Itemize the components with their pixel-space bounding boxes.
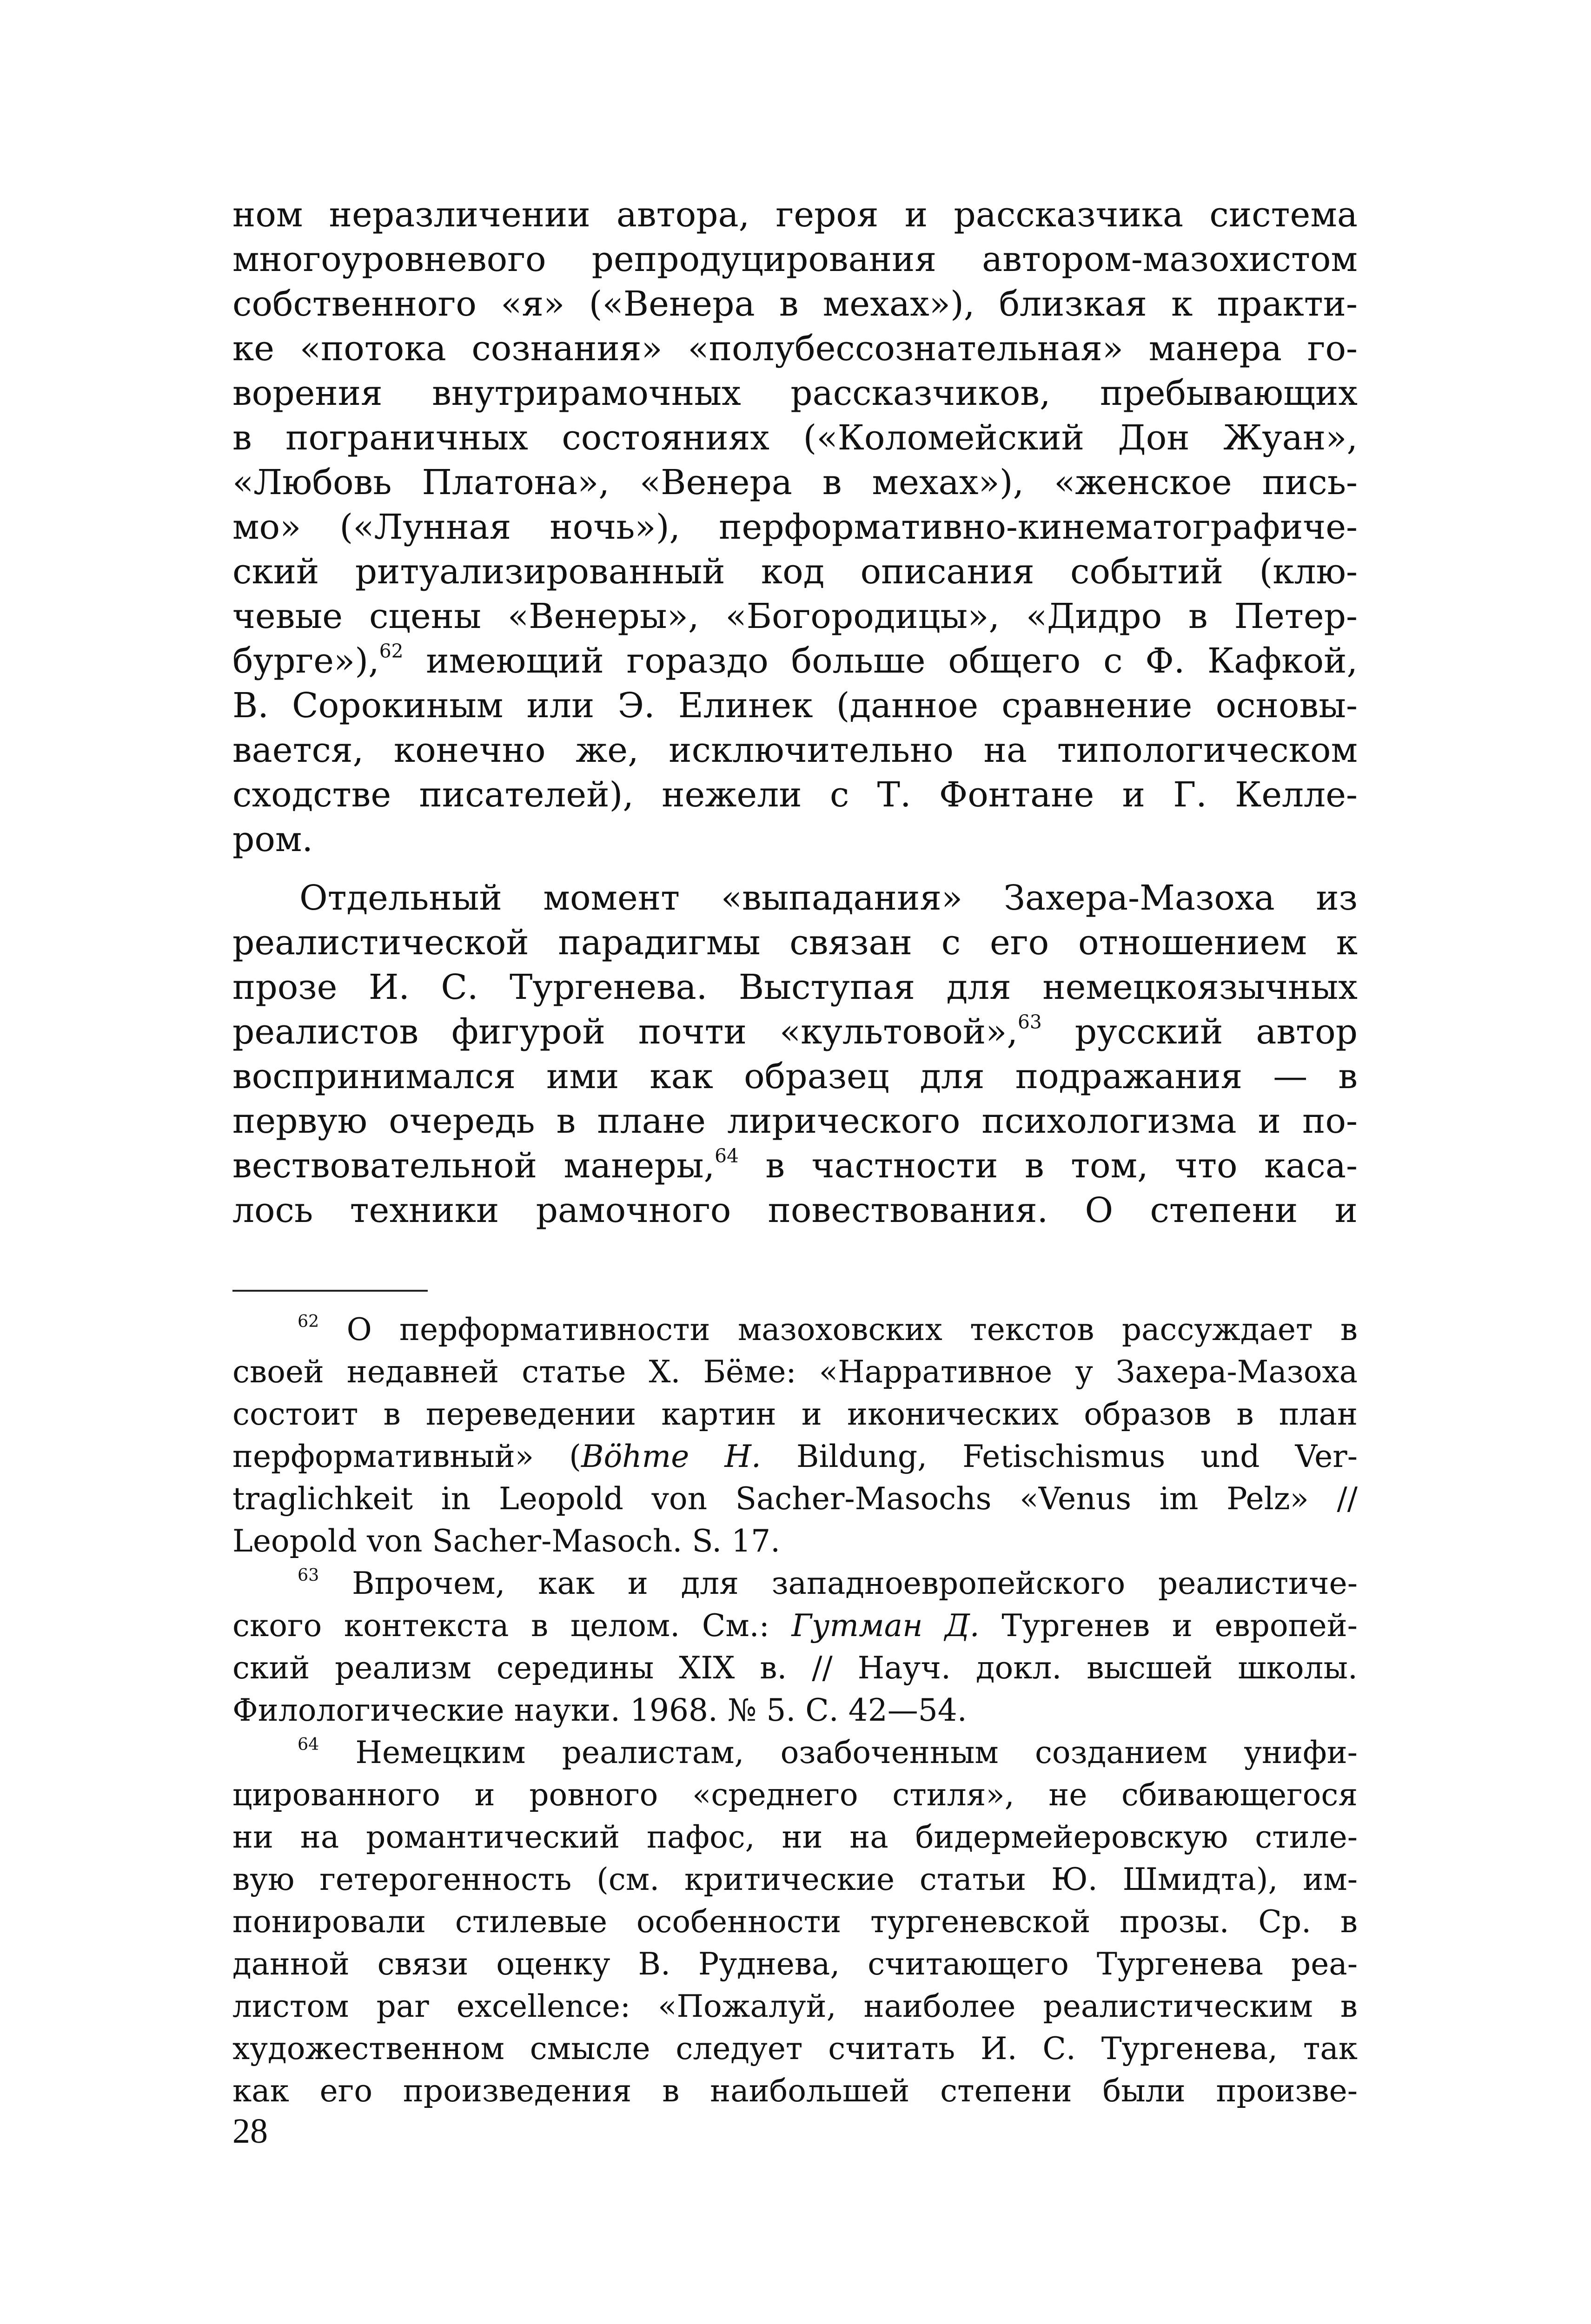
footnote-line: traglichkeit in Leopold von Sacher-Masochs «Venus im Pelz» // [232, 1481, 1358, 1517]
footnote-ref: 62 [379, 640, 404, 663]
text-line: сходстве писателей), нежели с Т. Фонтане и Г. Келле- [232, 775, 1358, 815]
footnote-mark: 62 [298, 1311, 319, 1331]
text-line: ном неразличении автора, героя и рассказчика система [232, 195, 1358, 235]
footnote-separator [232, 1290, 428, 1292]
text-segment: перформативный» ( [232, 1439, 581, 1474]
footnote-line: как его произведения в наибольшей степени были произве- [232, 2073, 1358, 2109]
footnote-line: своей недавней статье Х. Бёме: «Нарративное у Захера-Мазоха [232, 1354, 1358, 1390]
text-line: воспринимался ими как образец для подражания — в [232, 1056, 1358, 1096]
text-line: ке «потока сознания» «полубессознательная» манера го- [232, 329, 1358, 369]
text-line [232, 1142, 1358, 1190]
footnote-line: художественном смысле следует считать И. С. Тургенева, так [232, 2031, 1358, 2067]
text-segment: Bildung, Fetischismus und Ver- [761, 1439, 1358, 1474]
text-segment: вествовательной манеры, [232, 1146, 715, 1186]
footnote-mark: 63 [298, 1565, 319, 1585]
text-segment: Тургенев и европей- [979, 1608, 1358, 1644]
text-line: в пограничных состояниях («Коломейский Дон Жуан», [232, 418, 1358, 458]
footnote-62 [298, 1308, 1358, 1351]
text-line: ворения внутрирамочных рассказчиков, пребывающих [232, 373, 1358, 413]
text-line: мо» («Лунная ночь»), перформативно-кинематографиче- [232, 507, 1358, 547]
text-segment: имеющий гораздо больше общего с Ф. Кафкой, [403, 641, 1358, 681]
text-line: вается, конечно же, исключительно на типологическом [232, 730, 1358, 770]
paragraph-first-line: Отдельный момент «выпадания» Захера-Мазоха из [299, 878, 1358, 918]
footnote-line: вую гетерогенность (см. критические статьи Ю. Шмидта), им- [232, 1862, 1358, 1897]
text-line: ский ритуализированный код описания событий (клю- [232, 552, 1358, 592]
footnote-ref: 64 [715, 1145, 739, 1168]
text-line: лось техники рамочного повествования. О степени и [232, 1190, 1358, 1230]
text-line: собственного «я» («Венера в мехах»), близкая к практи- [232, 284, 1358, 324]
footnote-line: понировали стилевые особенности тургеневской прозы. Ср. в [232, 1904, 1358, 1940]
text-segment: бурге»), [232, 641, 379, 681]
footnote-line: ни на романтический пафос, ни на бидермейеровскую стиле- [232, 1819, 1358, 1855]
footnote-line [232, 1604, 1358, 1647]
text-segment: реалистов фигурой почти «культовой», [232, 1012, 1018, 1052]
footnote-line: данной связи оценку В. Руднева, считающего Тургенева реа- [232, 1946, 1358, 1982]
page-number: 28 [232, 2112, 268, 2151]
footnote-line: цированного и ровного «среднего стиля», не сбивающегося [232, 1777, 1358, 1813]
footnote-line: состоит в переведении картин и иконических образов в план [232, 1396, 1358, 1432]
text-line: первую очередь в плане лирического психологизма и по- [232, 1101, 1358, 1141]
footnote-63 [298, 1562, 1358, 1605]
footnote-line: листом par excellence: «Пожалуй, наиболее реалистическим в [232, 1988, 1358, 2024]
text-line [232, 1008, 1358, 1056]
author-italic: Böhme H. [581, 1439, 761, 1474]
text-line: «Любовь Платона», «Венера в мехах»), «женское пись- [232, 462, 1358, 502]
text-segment: Немецким реалистам, озабоченным созданием унифи- [319, 1735, 1358, 1770]
text-line: реалистической парадигмы связан с его отношением к [232, 923, 1358, 963]
footnote-line [232, 1435, 1358, 1478]
text-line: чевые сцены «Венеры», «Богородицы», «Дидро в Петер- [232, 596, 1358, 636]
footnote-64 [298, 1731, 1358, 1774]
text-line: многоуровневого репродуцирования автором-мазохистом [232, 239, 1358, 279]
text-line: ром. [232, 819, 313, 859]
text-line: В. Сорокиным или Э. Елинек (данное сравнение основы- [232, 686, 1358, 726]
text-line [232, 637, 1358, 685]
footnote-line: Leopold von Sacher-Masoch. S. 17. [232, 1523, 781, 1559]
text-segment: русский автор [1041, 1012, 1358, 1052]
text-line: прозе И. С. Тургенева. Выступая для немецкоязычных [232, 967, 1358, 1007]
footnote-line: ский реализм середины XIX в. // Науч. докл. высшей школы. [232, 1650, 1358, 1686]
text-segment: ского контекста в целом. См.: [232, 1608, 792, 1644]
footnote-line: Филологические науки. 1968. № 5. С. 42—54. [232, 1692, 967, 1728]
text-segment: в частности в том, что каса- [738, 1146, 1358, 1186]
footnote-ref: 63 [1018, 1011, 1042, 1034]
footnote-mark: 64 [298, 1734, 319, 1754]
author-italic: Гутман Д. [791, 1608, 980, 1644]
text-segment: О перформативности мазоховских текстов рассуждает в [319, 1312, 1358, 1347]
text-segment: Впрочем, как и для западноевропейского реалистиче- [319, 1565, 1358, 1601]
